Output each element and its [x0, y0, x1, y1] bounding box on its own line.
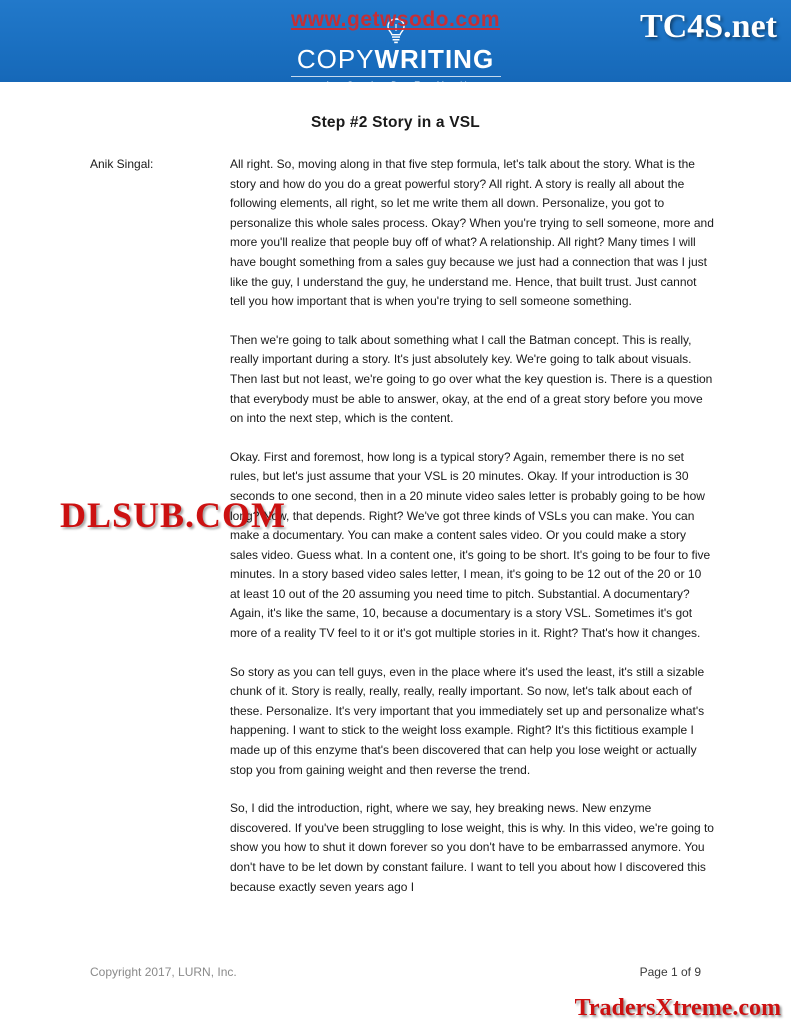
logo-word-writing: WRITING	[374, 44, 495, 74]
tc4s-watermark-badge: TC4S.net	[640, 8, 777, 45]
transcript-body	[230, 155, 714, 916]
transcript-paragraph: Then we're going to talk about something what I call the Batman concept. This is really, really important during a story. It's just absolutely key. We're going to talk about visuals. Then last but not least, we're going to go over what the key question is. There is a question that everybody must be able to answer, okay, at the end of a great story before you move on into the next step, which is the content.	[230, 332, 713, 426]
logo-wordmark	[0, 46, 791, 72]
logo-divider	[291, 76, 501, 77]
transcript-paragraph: So, I did the introduction, right, where we say, hey breaking news. New enzyme discovered. If you've been struggling to lose weight, this is why. In this video, we're going to show you how to shut it down forever so you don't have to be embarrassed anymore. You don't have to be let down by constant failure. I want to tell you about how I discovered this because exactly seven years ago I	[230, 801, 714, 894]
logo-word-copy: COPY	[296, 44, 375, 74]
lightbulb-icon	[385, 18, 407, 44]
footer-page-number: Page 1 of 9	[639, 965, 701, 979]
watermark-tradersxtreme: TradersXtreme.com	[574, 995, 781, 1021]
transcript-paragraph: All right. So, moving along in that five step formula, let's talk about the story. What is the story and how do you do a great powerful story? All right. A story is really all about the following elements, all right, so let me write them all down. Personalize, you got to personalize this whole sales process. Okay? When you're trying to sell someone, more and more you'll realize that people buy off of what? A relationship. All right? Many times I will have bought something from a sales guy because we just had a connection that was I just like the guy, I understand the guy, he understand me. Hence, that built trust. Just cannot tell you how important that is when you're trying to sell someone something.	[230, 157, 714, 309]
speaker-label: Anik Singal:	[90, 157, 154, 171]
footer-copyright: Copyright 2017, LURN, Inc.	[90, 965, 237, 979]
watermark-dlsub: DLSUB.COM	[60, 495, 287, 535]
page-title: Step #2 Story in a VSL	[311, 114, 480, 131]
logo-subtitle: A C A D E M Y	[324, 80, 474, 90]
document-page	[0, 82, 791, 1024]
transcript-paragraph: So story as you can tell guys, even in the place where it's used the least, it's still a sizable chunk of it. Story is really, really, really, really important. So now, let's talk about each of these. Personalize. It's very important that you immediately set up and personalize what's happening. I want to stick to the weight loss example. Right? It's this fictitious example I made up of this enzyme that's been discovered that can help you lose weight or actually stop you from gaining weight and then reverse the trend.	[230, 664, 705, 777]
watermark-top-url: www.getwsodo.com	[290, 8, 501, 31]
transcript-paragraph: Okay. First and foremost, how long is a typical story? Again, remember there is no set rules, but let's just assume that your VSL is 20 minutes. Okay. If your introduction is 30 seconds to one second, then in a 20 minute video sales letter is probably going to be how long? Now, that depends. Right? We've got three kinds of VSLs you can make. You can make a documentary. You can make a content sales video. Or you could make a story sales video. Guess what. In a content one, it's going to be short. It's going to be four to five minutes. In a story based video sales letter, I mean, it's going to be 12 out of the 20 or 10 at least 10 out of the 20 assuming you need time to pitch. Substantial. A documentary? Again, it's like the same, 10, because a documentary is a story VSL. Sometimes it's got more of a reality TV feel to it or it's got multiple stories in it. Right? That's how it changes.	[230, 449, 711, 641]
